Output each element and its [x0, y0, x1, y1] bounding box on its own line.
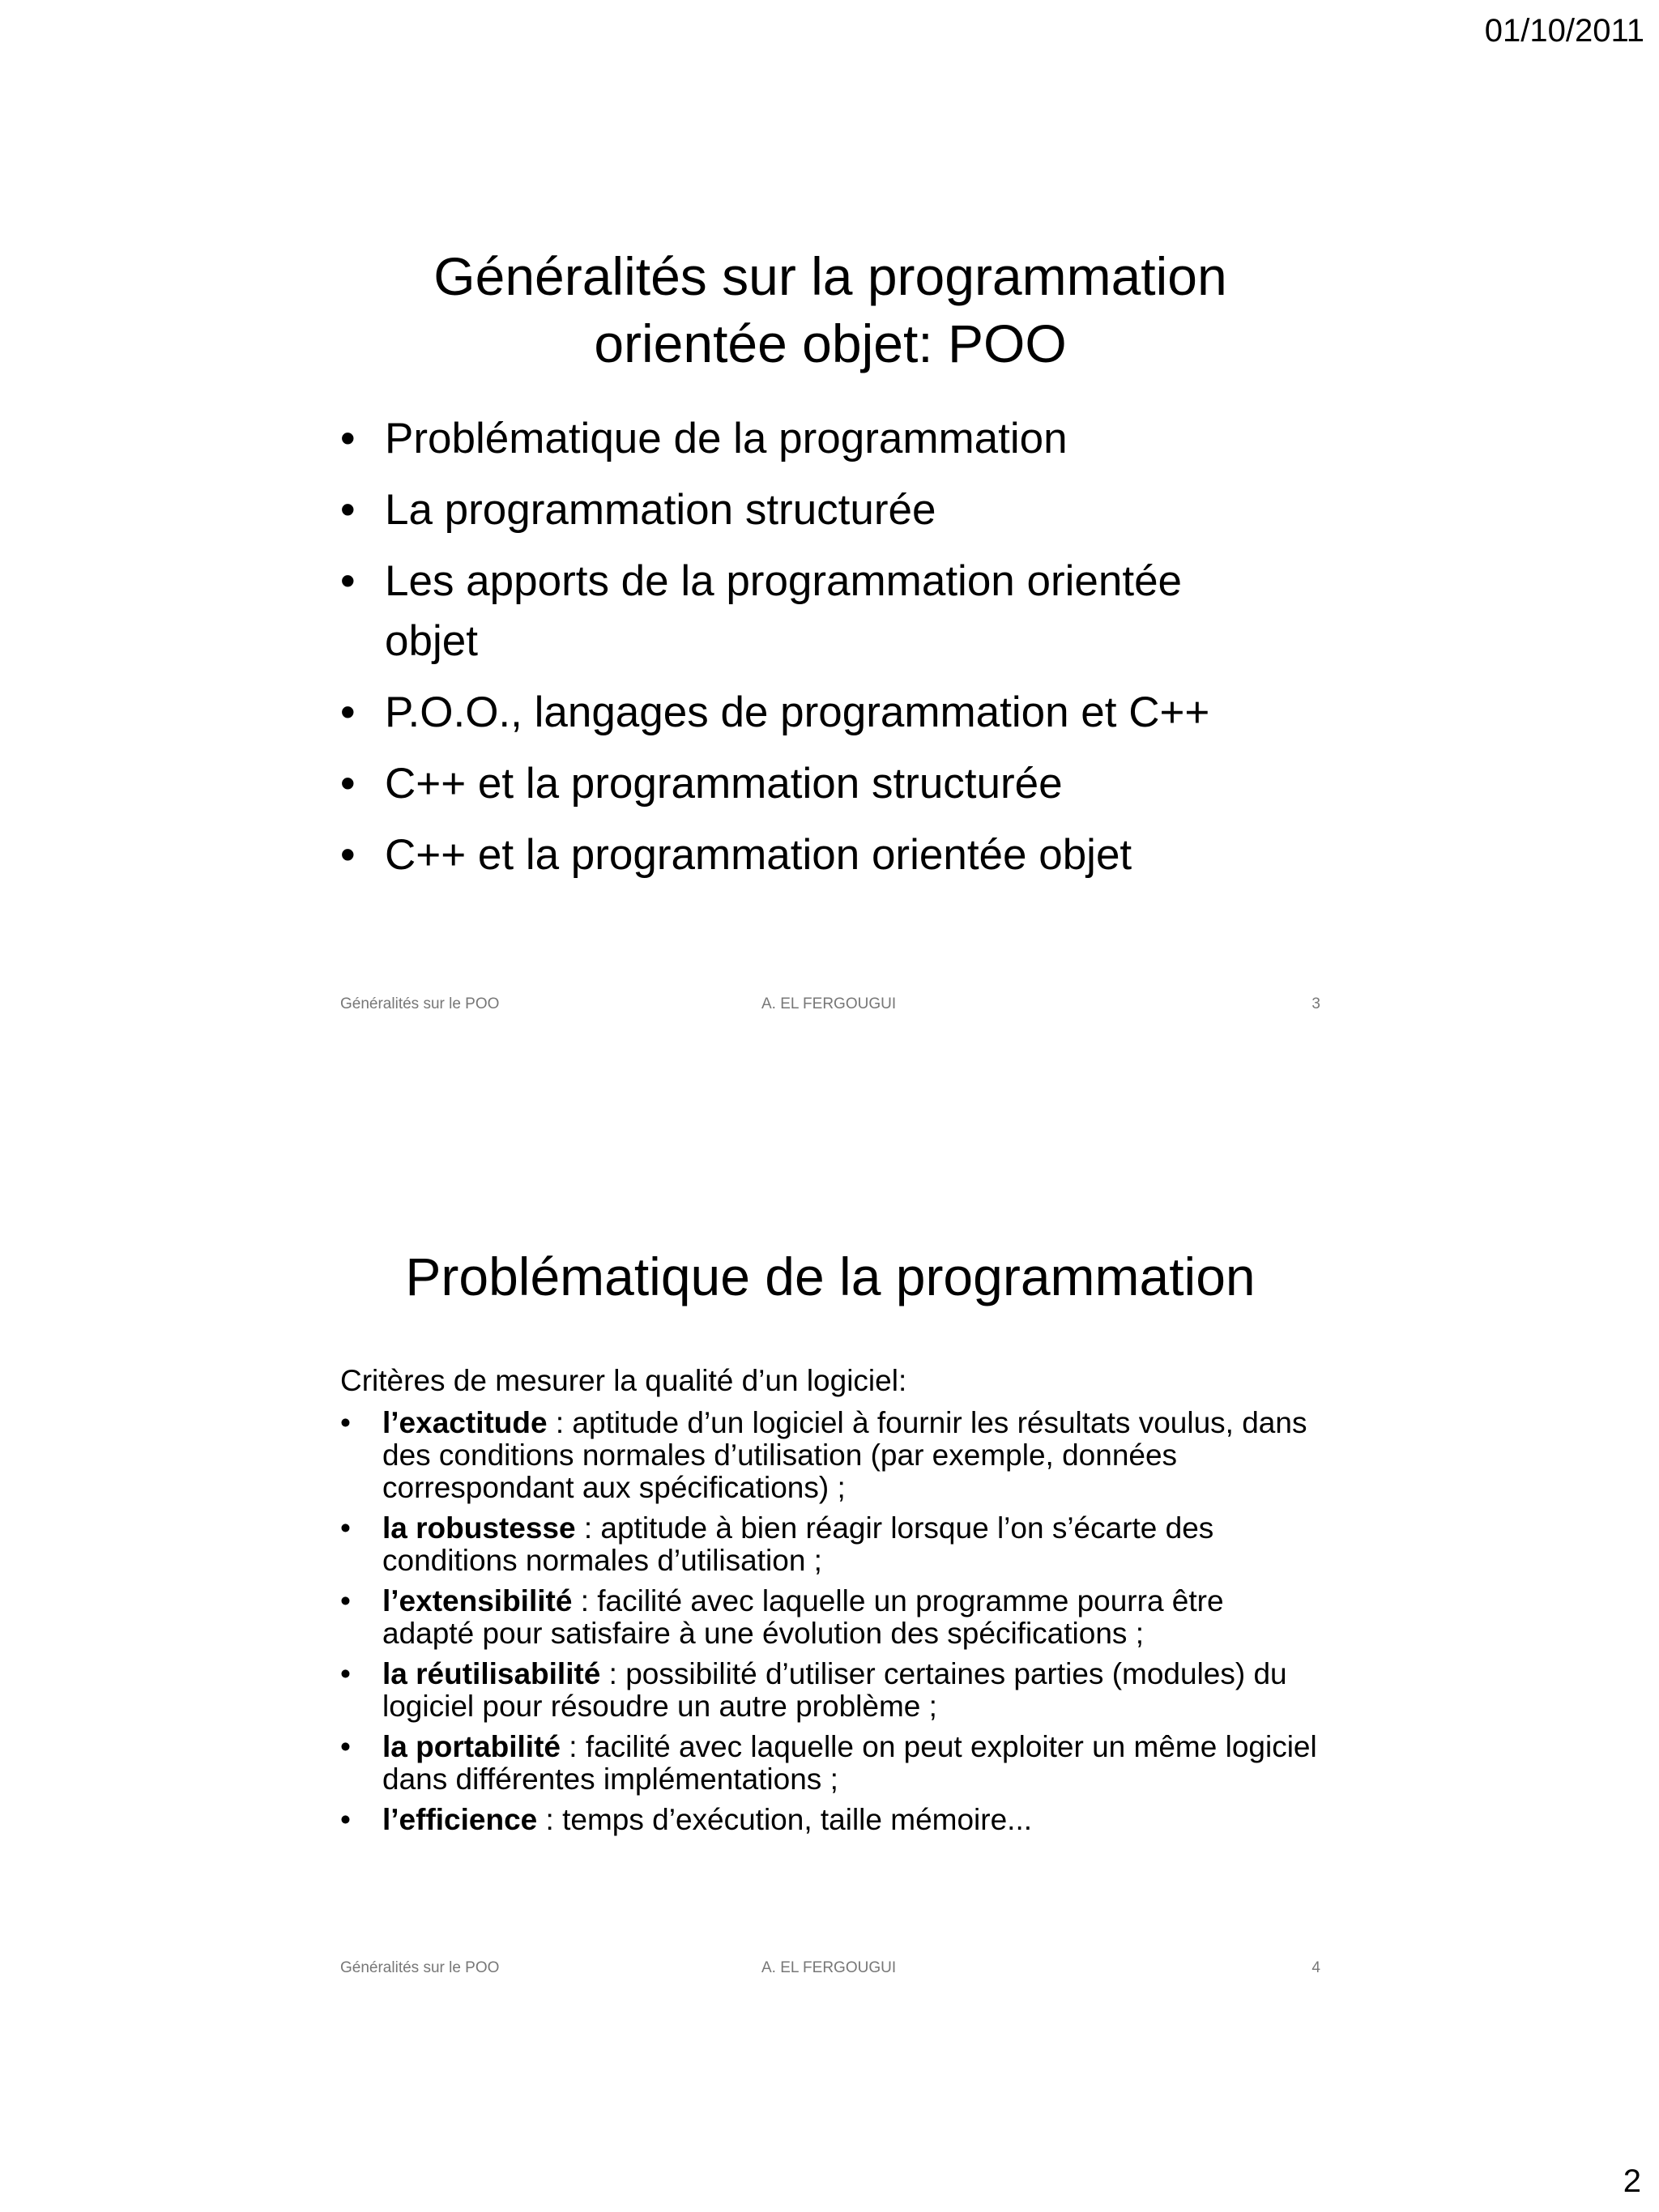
- criteria-term: la portabilité: [382, 1730, 561, 1763]
- bullet-text: La programmation structurée: [385, 486, 936, 534]
- bullet-dot-icon: •: [340, 760, 356, 808]
- slide-title-line-1: Généralités sur la programmation: [433, 246, 1227, 306]
- bullet-dot-icon: •: [340, 1730, 351, 1763]
- bullet-item: [340, 754, 1264, 814]
- criteria-description: : aptitude d’un logiciel à fournir les résultats voulus, dans des conditions normales d’utilisation (par exemple, données correspondant aux spécifications) ;: [382, 1406, 1307, 1504]
- slide-generalites: [340, 215, 1320, 1174]
- bullet-text: C++ et la programmation orientée objet: [385, 831, 1132, 879]
- page-number: 2: [1623, 2163, 1641, 2199]
- bullet-text: Problématique de la programmation: [385, 415, 1068, 462]
- footer-course-title: Généralités sur le POO: [340, 1959, 500, 1976]
- criteria-item: [340, 1512, 1320, 1577]
- bullet-item: [340, 825, 1264, 885]
- bullet-dot-icon: •: [340, 486, 356, 534]
- bullet-item: [340, 552, 1264, 671]
- bullet-dot-icon: •: [340, 1584, 351, 1617]
- footer-author: A. EL FERGOUGUI: [761, 995, 897, 1012]
- page-date: 01/10/2011: [1484, 13, 1644, 49]
- slide-title: Problématique de la programmation: [405, 1247, 1256, 1306]
- bullet-dot-icon: •: [340, 557, 356, 605]
- footer-slide-number: 4: [1311, 1959, 1320, 1976]
- bullet-text: C++ et la programmation structurée: [385, 760, 1063, 808]
- bullet-dot-icon: •: [340, 1657, 351, 1690]
- criteria-item: [340, 1585, 1320, 1650]
- criteria-term: l’extensibilité: [382, 1584, 573, 1617]
- footer-author: A. EL FERGOUGUI: [761, 1959, 897, 1976]
- bullet-dot-icon: •: [340, 1406, 351, 1439]
- slide-footer: [340, 992, 1320, 1016]
- criteria-description: : facilité avec laquelle on peut exploiter un même logiciel dans différentes implémentations ;: [382, 1730, 1317, 1796]
- criteria-item: [340, 1407, 1320, 1504]
- bullet-dot-icon: •: [340, 688, 356, 736]
- bullet-dot-icon: •: [340, 1803, 351, 1836]
- slide-title-line-2: orientée objet: POO: [594, 313, 1067, 374]
- bullet-list: [340, 409, 1264, 897]
- slide-problematique: [340, 1178, 1320, 2138]
- criteria-list: [340, 1407, 1320, 1844]
- criteria-term: l’exactitude: [382, 1406, 548, 1439]
- criteria-item: [340, 1658, 1320, 1723]
- bullet-item: [340, 409, 1264, 469]
- footer-slide-number: 3: [1311, 995, 1320, 1012]
- slide-footer: [340, 1956, 1320, 1980]
- criteria-term: la robustesse: [382, 1511, 576, 1545]
- slide-title: [340, 243, 1320, 377]
- bullet-dot-icon: •: [340, 415, 356, 462]
- criteria-item: [340, 1731, 1320, 1796]
- bullet-text: Les apports de la programmation orientée objet: [385, 557, 1183, 665]
- criteria-term: la réutilisabilité: [382, 1657, 601, 1690]
- criteria-item: [340, 1804, 1320, 1836]
- criteria-description: : facilité avec laquelle un programme pourra être adapté pour satisfaire à une évolution des spécifications ;: [382, 1584, 1224, 1650]
- criteria-term: l’efficience: [382, 1803, 538, 1836]
- criteria-description: : aptitude à bien réagir lorsque l’on s’écarte des conditions normales d’utilisation ;: [382, 1511, 1214, 1577]
- bullet-item: [340, 480, 1264, 540]
- bullet-text: P.O.O., langages de programmation et C++: [385, 688, 1210, 736]
- bullet-item: [340, 683, 1264, 743]
- criteria-description: : possibilité d’utiliser certaines parties (modules) du logiciel pour résoudre un autre problème ;: [382, 1657, 1287, 1723]
- footer-course-title: Généralités sur le POO: [340, 995, 500, 1012]
- criteria-description: : temps d’exécution, taille mémoire...: [537, 1803, 1033, 1836]
- bullet-dot-icon: •: [340, 831, 356, 879]
- criteria-intro: Critères de mesurer la qualité d’un logiciel:: [340, 1364, 907, 1397]
- bullet-dot-icon: •: [340, 1511, 351, 1545]
